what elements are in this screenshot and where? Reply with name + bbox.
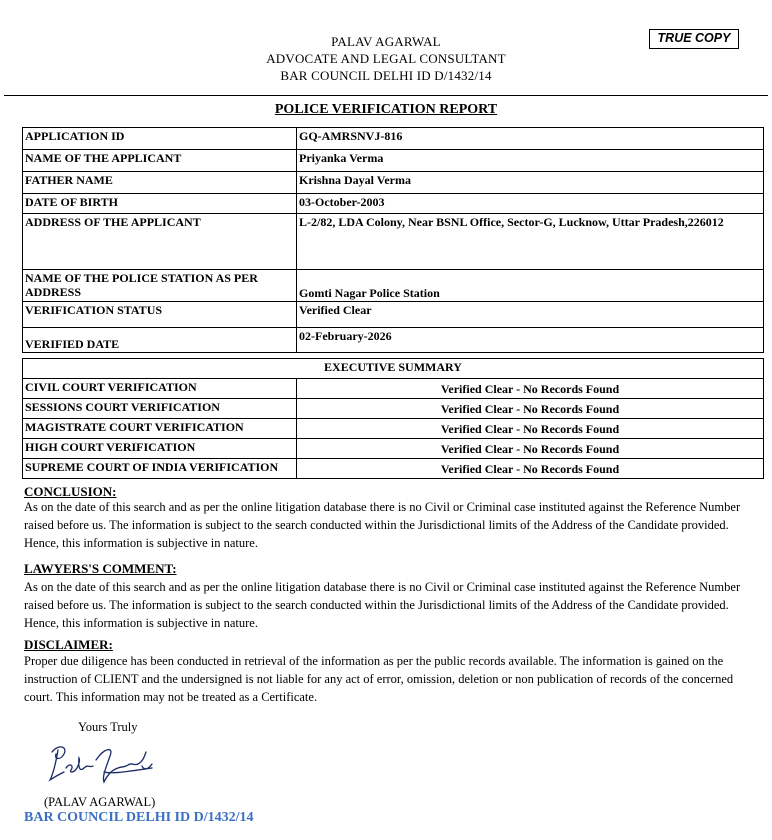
lawyers-comment-text: As on the date of this search and as per the online litigation database there is no Civil or Criminal case instituted against the Reference Number raised before us. The information is subject to the search conducted within the Jurisdictional limits of the Address of the Candidate provided. Hence, this information is subjective in nature. xyxy=(24,580,741,630)
summary-value: Verified Clear - No Records Found xyxy=(297,439,764,459)
signature-drawing xyxy=(44,738,164,788)
summary-value: Verified Clear - No Records Found xyxy=(297,399,764,419)
table-row xyxy=(23,270,764,302)
table-row xyxy=(23,419,764,439)
summary-label: MAGISTRATE COURT VERIFICATION xyxy=(23,419,297,439)
header-role: ADVOCATE AND LEGAL CONSULTANT xyxy=(266,51,506,66)
table-row xyxy=(23,128,764,150)
summary-label: HIGH COURT VERIFICATION xyxy=(23,439,297,459)
summary-value: Verified Clear - No Records Found xyxy=(297,379,764,399)
table-row xyxy=(23,399,764,419)
true-copy-stamp: TRUE COPY xyxy=(649,29,739,49)
detail-value: Priyanka Verma xyxy=(297,150,764,172)
detail-label: VERIFIED DATE xyxy=(23,328,297,353)
header-bar-id: BAR COUNCIL DELHI ID D/1432/14 xyxy=(280,68,492,83)
disclaimer-text: Proper due diligence has been conducted in retrieval of the information as per the public records available. The information is gained on the instruction of CLIENT and the undersigned is not liable for any act of error, omission, deletion or non publication of records of the concerned court. This information may not be treated as a Certificate. xyxy=(24,654,734,704)
summary-label: SESSIONS COURT VERIFICATION xyxy=(23,399,297,419)
table-row xyxy=(23,194,764,214)
table-row xyxy=(23,302,764,328)
signature xyxy=(44,738,164,793)
summary-value: Verified Clear - No Records Found xyxy=(297,459,764,479)
detail-value: GQ-AMRSNVJ-816 xyxy=(297,128,764,150)
executive-summary-table xyxy=(22,358,764,479)
conclusion-heading: CONCLUSION: xyxy=(24,484,117,499)
lawyers-comment-heading: LAWYERS'S COMMENT: xyxy=(24,561,177,576)
detail-value: Verified Clear xyxy=(297,302,764,328)
table-row xyxy=(23,459,764,479)
table-row xyxy=(23,439,764,459)
detail-label: APPLICATION ID xyxy=(23,128,297,150)
table-row xyxy=(23,359,764,379)
disclaimer-heading: DISCLAIMER: xyxy=(24,637,113,652)
detail-label: DATE OF BIRTH xyxy=(23,194,297,214)
signatory-bar-id: BAR COUNCIL DELHI ID D/1432/14 xyxy=(24,810,254,825)
detail-value: Gomti Nagar Police Station xyxy=(297,270,764,302)
table-row xyxy=(23,172,764,194)
detail-label: FATHER NAME xyxy=(23,172,297,194)
detail-value: 03-October-2003 xyxy=(297,194,764,214)
details-table xyxy=(22,127,764,353)
detail-value: L-2/82, LDA Colony, Near BSNL Office, Sector-G, Lucknow, Uttar Pradesh,226012 xyxy=(297,214,764,270)
yours-truly: Yours Truly xyxy=(78,720,138,734)
header-name: PALAV AGARWAL xyxy=(331,34,441,49)
detail-value: Krishna Dayal Verma xyxy=(297,172,764,194)
table-row xyxy=(23,150,764,172)
detail-label: ADDRESS OF THE APPLICANT xyxy=(23,214,297,270)
detail-label: VERIFICATION STATUS xyxy=(23,302,297,328)
detail-label: NAME OF THE POLICE STATION AS PER ADDRESS xyxy=(23,270,297,302)
conclusion-text: As on the date of this search and as per the online litigation database there is no Civil or Criminal case instituted against the Reference Number raised before us. The information is subject to the search conducted within the Jurisdictional limits of the Address of the Candidate provided. Hence, this information is subjective in nature. xyxy=(24,500,741,550)
table-row xyxy=(23,379,764,399)
detail-value: 02-February-2026 xyxy=(297,328,764,353)
table-row xyxy=(23,214,764,270)
table-row xyxy=(23,328,764,353)
page-title-text: POLICE VERIFICATION REPORT xyxy=(274,102,498,117)
summary-value: Verified Clear - No Records Found xyxy=(297,419,764,439)
executive-summary-heading: EXECUTIVE SUMMARY xyxy=(23,359,764,379)
detail-label: NAME OF THE APPLICANT xyxy=(23,150,297,172)
header-divider xyxy=(4,95,768,96)
summary-label: CIVIL COURT VERIFICATION xyxy=(23,379,297,399)
summary-label: SUPREME COURT OF INDIA VERIFICATION xyxy=(23,459,297,479)
page-title xyxy=(0,102,772,118)
signatory-name: (PALAV AGARWAL) xyxy=(44,795,156,809)
